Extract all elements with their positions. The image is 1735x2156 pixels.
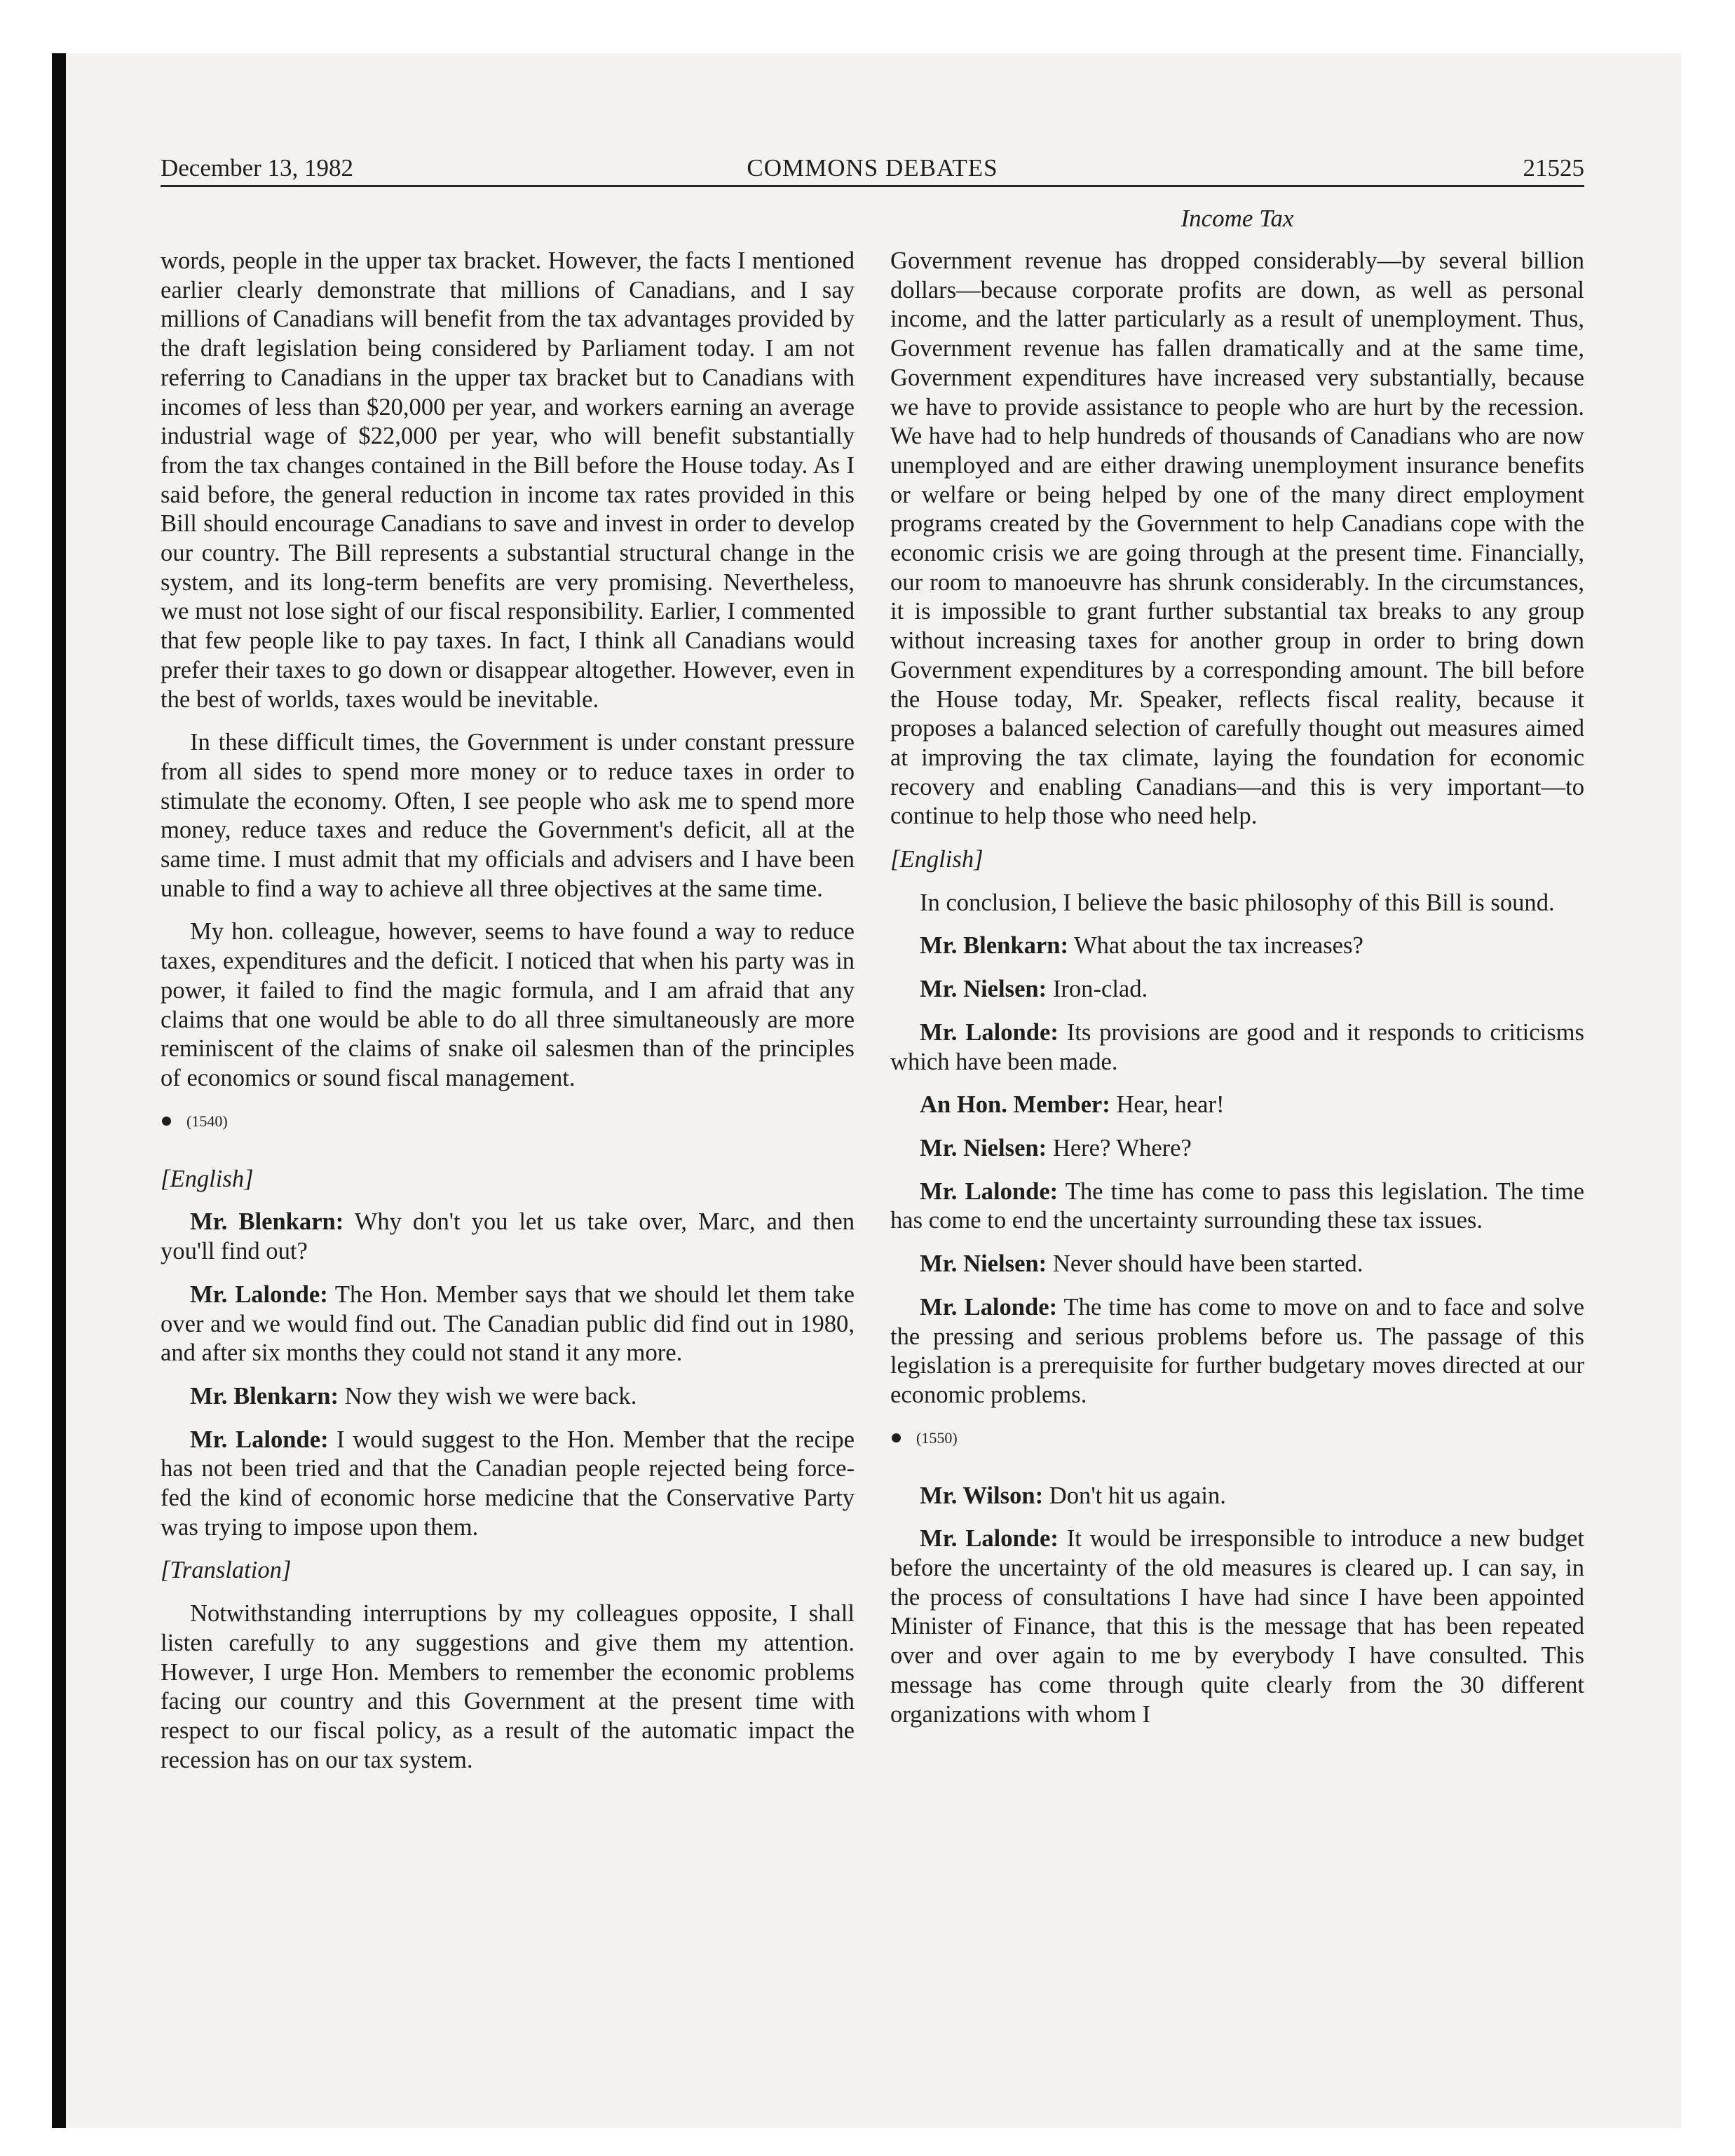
speech <box>890 1524 1584 1729</box>
paragraph: Notwithstanding interruptions by my colleagues opposite, I shall listen carefully to any suggestions and give them my attention. However, I urge Hon. Members to remember the economic problems facing our country and this Government at the present time with respect to our fiscal policy, as a result of the automatic impact the recession has on our tax system. <box>161 1600 855 1773</box>
speech-text: Its provisions are good and it responds to criticisms which have been made. <box>890 1018 1584 1075</box>
speaker-name: Mr. Blenkarn: <box>190 1208 344 1236</box>
speech-text: Here? Where? <box>1052 1134 1192 1161</box>
timestamp: (1550) <box>916 1428 958 1447</box>
speech <box>161 1382 855 1412</box>
speaker-name: Mr. Lalonde: <box>920 1018 1059 1046</box>
speech <box>890 1250 1584 1279</box>
speech-text: Never should have been started. <box>1052 1250 1363 1278</box>
speech-text: Now they wish we were back. <box>344 1382 637 1410</box>
paragraph: words, people in the upper tax bracket. However, the facts I mentioned earlier clearly demonstrate that millions of Canadians, and I say millions of Canadians will benefit from the tax advantages provided by the draft legislation being considered by Parliament today. I am not referring to Canadians in the upper tax bracket but to Canadians with incomes of less than $20,000 per year, and workers earning an average industrial wage of $22,000 per year, who will benefit substantially from the tax changes contained in the Bill before the House today. As I said before, the general reduction in income tax rates provided in this Bill should encourage Canadians to save and invest in order to develop our country. The Bill represents a substantial structural change in the system, and its long-term benefits are very promising. Nevertheless, we must not lose sight of our fiscal responsibility. Earlier, I commented that few people like to pay taxes. In fact, I think all Canadians would prefer their taxes to go down or disappear altogether. However, even in the best of worlds, taxes would be inevitable. <box>161 247 855 713</box>
bullet-icon <box>162 1117 171 1126</box>
bullet-icon <box>892 1433 901 1442</box>
speech-text: Hear, hear! <box>1116 1091 1225 1119</box>
page-number: 21525 <box>1523 154 1584 182</box>
speaker-name: Mr. Nielsen: <box>920 976 1047 1003</box>
speech <box>890 1482 1584 1511</box>
speech-text: Don't hit us again. <box>1049 1482 1226 1509</box>
speaker-name: Mr. Lalonde: <box>190 1426 329 1453</box>
language-marker: [Translation] <box>161 1557 292 1584</box>
speech-text: It would be irresponsible to introduce a new budget before the uncertainty of the old measures is cleared up. I can say, in the process of consultations I have had since I have been appointed Minister of Finance, that this is the message that has been repeated over and over again to me by everybody I have consulted. This message has come through quite clearly from the 30 different organizations with whom I <box>890 1525 1585 1728</box>
speech-text: Why don't you let us take over, Marc, and then you'll find out? <box>161 1208 855 1265</box>
header-date: December 13, 1982 <box>161 154 354 182</box>
language-marker: [English] <box>890 846 984 873</box>
paragraph: In conclusion, I believe the basic philosophy of this Bill is sound. <box>920 889 1555 916</box>
binding-edge <box>52 53 66 2128</box>
speech <box>161 1281 855 1368</box>
speech <box>890 975 1584 1004</box>
speaker-name: Mr. Nielsen: <box>920 1250 1047 1278</box>
speech-text: The time has come to pass this legislation. The time has come to end the uncertainty surrounding these tax issues. <box>890 1178 1584 1234</box>
speech <box>890 1018 1584 1077</box>
paragraph: In these difficult times, the Government is under constant pressure from all sides to spend more money or to reduce taxes in order to stimulate the economy. Often, I see people who ask me to spend more money, reduce taxes and reduce the Government's deficit, all at the same time. I must admit that my officials and advisers and I have been unable to find a way to achieve all three objectives at the same time. <box>161 729 855 902</box>
timestamp: (1540) <box>186 1112 228 1130</box>
speech-text: The time has come to move on and to face and solve the pressing and serious problems before us. The passage of this legislation is a prerequisite for further budgetary moves directed at our economic problems. <box>890 1293 1584 1408</box>
speech-text: I would suggest to the Hon. Member that the recipe has not been tried and that the Canadian people rejected being force-fed the kind of economic horse medicine that the Conservative Party was trying to impose upon them. <box>161 1426 855 1541</box>
left-column <box>161 247 855 1789</box>
paragraph: Government revenue has dropped considerably—by several billion dollars—because corporate profits are down, as well as personal income, and the latter particularly as a result of unemployment. Thus, Government revenue has fallen dramatically and at the same time, Government expenditures have increased very substantially, because we have to provide assistance to people who are hurt by the recession. We have had to help hundreds of thousands of Canadians who are now unemployed and are either drawing unemployment insurance benefits or welfare or being helped by one of the many direct employment programs created by the Government to help Canadians cope with the economic crisis we are going through at the present time. Financially, our room to manoeuvre has shrunk considerably. In the circumstances, it is impossible to grant further substantial tax breaks to any group without increasing taxes for another group in order to bring down Government expenditures by a corresponding amount. The bill before the House today, Mr. Speaker, reflects fiscal reality, because it proposes a balanced selection of carefully thought out measures aimed at improving the tax climate, laying the foundation for economic recovery and enabling Canadians—and this is very important—to continue to help those who need help. <box>890 247 1584 830</box>
speech <box>161 1208 855 1266</box>
timestamp-marker <box>161 1107 855 1135</box>
speech-text: What about the tax increases? <box>1074 932 1363 960</box>
speech <box>890 1134 1584 1164</box>
speech <box>890 1293 1584 1410</box>
header-publication: COMMONS DEBATES <box>747 154 998 182</box>
speaker-name: Mr. Nielsen: <box>920 1134 1047 1161</box>
speaker-name: An Hon. Member: <box>920 1091 1110 1119</box>
header-rule <box>161 185 1584 187</box>
speaker-name: Mr. Blenkarn: <box>920 932 1068 960</box>
speech <box>890 1178 1584 1236</box>
running-header <box>161 151 1584 186</box>
speaker-name: Mr. Lalonde: <box>920 1293 1058 1321</box>
right-column <box>890 247 1584 1743</box>
speaker-name: Mr. Wilson: <box>920 1482 1044 1509</box>
language-marker: [English] <box>161 1165 254 1192</box>
speaker-name: Mr. Blenkarn: <box>190 1382 339 1410</box>
speech <box>890 1091 1584 1120</box>
timestamp-marker <box>890 1424 1584 1452</box>
section-subject: Income Tax <box>1181 205 1294 232</box>
speaker-name: Mr. Lalonde: <box>920 1178 1059 1205</box>
speech-text: Iron-clad. <box>1052 976 1148 1003</box>
speech <box>890 932 1584 961</box>
speech <box>161 1426 855 1543</box>
paragraph: My hon. colleague, however, seems to have found a way to reduce taxes, expenditures and the deficit. I noticed that when his party was in power, it failed to find the magic formula, and I am afraid that any claims that one would be able to do all three simultaneously are more reminiscent of the claims of snake oil salesmen than of the principles of economics or sound fiscal management. <box>161 918 855 1091</box>
speech-text: The Hon. Member says that we should let them take over and we would find out. The Canadian public did find out in 1980, and after six months they could not stand it any more. <box>161 1281 855 1367</box>
speaker-name: Mr. Lalonde: <box>190 1281 328 1308</box>
speaker-name: Mr. Lalonde: <box>920 1525 1059 1553</box>
